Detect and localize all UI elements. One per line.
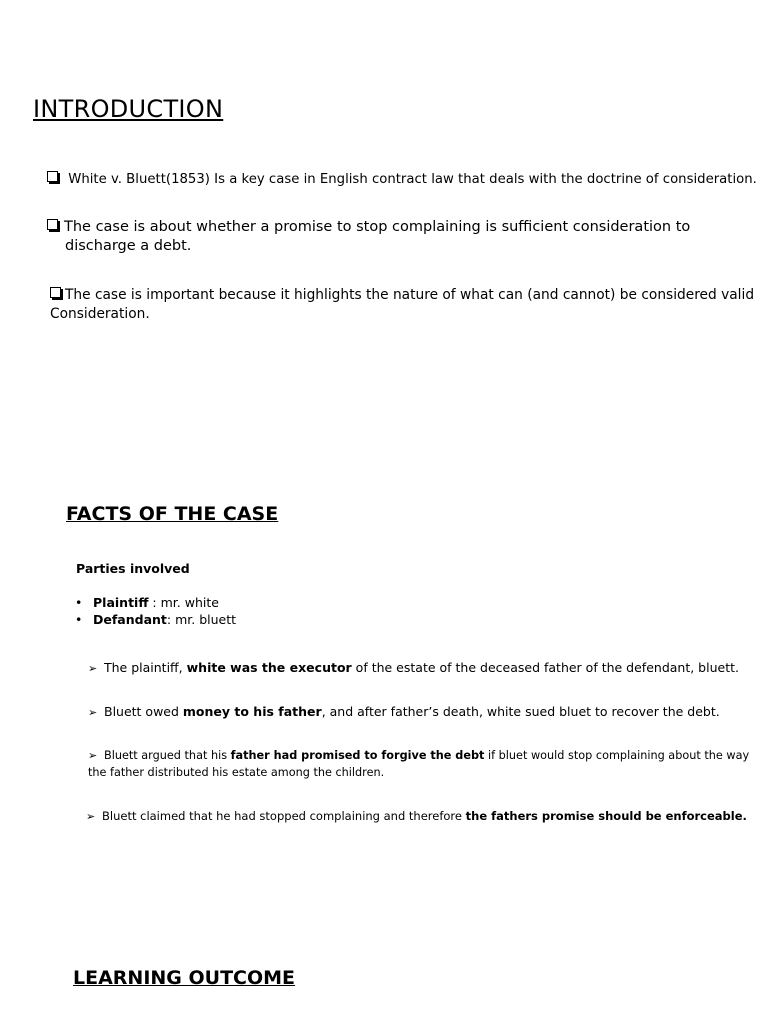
- intro-item-text: White v. Bluett(1853) Is a key case in English contract law that deals with the doctrine of consideration.: [64, 172, 757, 187]
- intro-item-text: Consideration.: [50, 306, 150, 322]
- party-name: mr. white: [160, 595, 219, 610]
- hollow-square-bullet-icon: [50, 287, 61, 298]
- arrowhead-bullet-icon: ➢: [88, 662, 98, 675]
- arrowhead-bullet-icon: ➢: [88, 706, 98, 719]
- fact-text: of the estate of the deceased father of the defendant, bluett.: [351, 660, 739, 675]
- fact-text: Bluett argued that his: [104, 749, 231, 762]
- fact-text: , and after father’s death, white sued bluet to recover the debt.: [321, 704, 720, 719]
- fact-item: [86, 808, 747, 825]
- intro-item-text: discharge a debt.: [65, 238, 192, 254]
- party-item: [75, 595, 219, 610]
- party-separator: :: [166, 612, 176, 627]
- parties-heading: Parties involved: [76, 561, 190, 576]
- fact-text: The plaintiff,: [104, 660, 187, 675]
- party-role: Defandant: [93, 612, 167, 627]
- learning-outcome-title: LEARNING OUTCOME: [73, 967, 296, 989]
- party-name: mr. bluett: [175, 612, 237, 627]
- intro-item-text: The case is about whether a promise to stop complaining is sufficient consideration to: [64, 219, 691, 235]
- fact-emphasis: the fathers promise should be enforceable.: [465, 809, 747, 823]
- hollow-square-bullet-icon: [47, 219, 58, 230]
- bullet-dot-icon: •: [75, 612, 83, 627]
- intro-item-text: The case is important because it highlights the nature of what can (and cannot) be considered valid: [65, 287, 755, 303]
- party-item: [75, 612, 237, 627]
- party-separator: :: [148, 595, 161, 610]
- intro-item: [47, 218, 690, 256]
- fact-text: Bluett claimed that he had stopped complaining and therefore: [102, 809, 466, 823]
- hollow-square-bullet-icon: [47, 171, 58, 182]
- party-role: Plaintiff: [93, 595, 149, 610]
- fact-text: the father distributed his estate among the children.: [88, 766, 385, 779]
- fact-text: Bluett owed: [104, 704, 183, 719]
- facts-title: FACTS OF THE CASE: [66, 503, 279, 525]
- arrowhead-bullet-icon: ➢: [88, 749, 98, 762]
- fact-item: [88, 703, 720, 721]
- fact-emphasis: father had promised to forgive the debt: [230, 749, 485, 762]
- intro-item: [50, 286, 754, 324]
- bullet-dot-icon: •: [75, 595, 83, 610]
- arrowhead-bullet-icon: ➢: [86, 810, 96, 823]
- fact-item: [88, 659, 739, 677]
- fact-emphasis: white was the executor: [186, 660, 352, 675]
- fact-item: [88, 747, 749, 781]
- fact-text: if bluet would stop complaining about the way: [484, 749, 750, 762]
- introduction-title: INTRODUCTION: [33, 95, 224, 123]
- fact-emphasis: money to his father: [182, 704, 322, 719]
- intro-item: [47, 170, 757, 189]
